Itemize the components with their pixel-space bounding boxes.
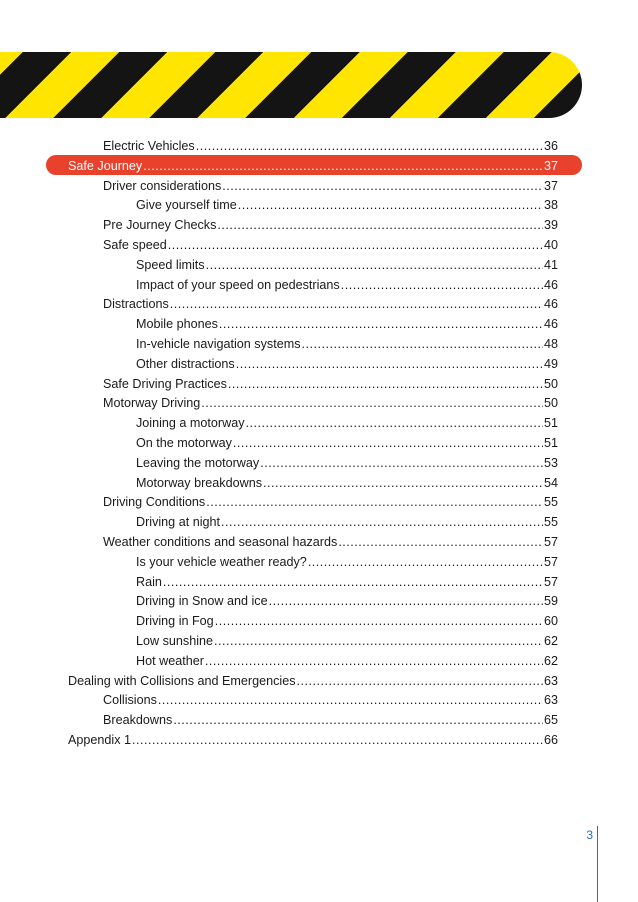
- toc-dot-leader: [132, 730, 543, 750]
- toc-dot-leader: [246, 413, 543, 433]
- toc-entry-label: Pre Journey Checks: [103, 218, 217, 233]
- toc-entry-label: Driver considerations: [103, 178, 222, 193]
- toc-entry-label: Joining a motorway: [136, 416, 245, 431]
- toc-entry-page: 62: [543, 634, 558, 648]
- toc-dot-leader: [217, 215, 543, 235]
- toc-entry-page: 59: [543, 594, 558, 609]
- toc-entry-page: 50: [543, 376, 558, 391]
- toc-entry-page: 37: [543, 178, 558, 193]
- toc-entry-page: 41: [543, 257, 558, 272]
- toc-dot-leader: [205, 651, 543, 671]
- toc-dot-leader: [219, 314, 543, 334]
- page-number-rule: [597, 826, 598, 902]
- toc-entry-label: Safe speed: [103, 238, 167, 252]
- toc-entry[interactable]: [136, 473, 558, 493]
- toc-entry-page: 54: [543, 475, 558, 490]
- toc-entry-page: 40: [543, 238, 558, 252]
- toc-entry-page: 46: [543, 297, 558, 312]
- toc-entry-page: 65: [543, 713, 558, 728]
- toc-entry-page: 46: [543, 277, 558, 292]
- toc-dot-leader: [214, 631, 543, 651]
- toc-entry-page: 57: [543, 554, 558, 569]
- toc-entry-page: 38: [543, 198, 558, 213]
- toc-entry-label: Electric Vehicles: [103, 139, 195, 153]
- toc-entry-page: 57: [543, 535, 558, 549]
- toc-entry[interactable]: [136, 314, 558, 334]
- toc-entry[interactable]: [136, 591, 558, 611]
- toc-entry-page: 55: [543, 495, 558, 510]
- toc-entry[interactable]: [103, 235, 558, 255]
- toc-dot-leader: [206, 255, 543, 275]
- toc-entry[interactable]: [136, 611, 558, 631]
- toc-entry-label: Safe Journey: [68, 158, 143, 173]
- toc-dot-leader: [341, 275, 543, 295]
- toc-entry[interactable]: [103, 690, 558, 710]
- toc-entry-label: Appendix 1: [68, 733, 132, 747]
- toc-entry[interactable]: [103, 176, 558, 196]
- toc-dot-leader: [338, 532, 543, 552]
- toc-entry-label: Mobile phones: [136, 317, 218, 332]
- toc-entry-label: Low sunshine: [136, 634, 214, 648]
- toc-entry-label: Hot weather: [136, 653, 204, 668]
- toc-entry[interactable]: [103, 710, 558, 730]
- toc-entry-label: Give yourself time: [136, 198, 237, 213]
- toc-dot-leader: [269, 591, 543, 611]
- toc-entry-page: 55: [543, 515, 558, 530]
- toc-entry[interactable]: [136, 255, 558, 275]
- toc-dot-leader: [260, 453, 543, 473]
- toc-entry[interactable]: [68, 671, 558, 691]
- toc-entry-page: 66: [543, 733, 558, 747]
- toc-dot-leader: [263, 473, 543, 493]
- toc-dot-leader: [206, 492, 543, 512]
- toc-entry-page: 60: [543, 614, 558, 629]
- toc-entry-label: Weather conditions and seasonal hazards: [103, 535, 338, 549]
- toc-dot-leader: [238, 195, 543, 215]
- toc-entry-page: 62: [543, 653, 558, 668]
- toc-dot-leader: [168, 235, 543, 255]
- toc-dot-leader: [173, 710, 543, 730]
- toc-dot-leader: [163, 572, 543, 592]
- toc-entry-page: 46: [543, 317, 558, 332]
- toc-entry-label: Speed limits: [136, 257, 205, 272]
- toc-entry[interactable]: [136, 195, 558, 215]
- toc-dot-leader: [215, 611, 543, 631]
- toc-entry[interactable]: [136, 433, 558, 453]
- toc-entry-label: Collisions: [103, 693, 157, 708]
- toc-dot-leader: [222, 176, 543, 196]
- toc-entry-label: Safe Driving Practices: [103, 376, 227, 391]
- toc-entry[interactable]: [136, 572, 558, 592]
- toc-entry-page: 57: [543, 574, 558, 589]
- toc-entry-page: 39: [543, 218, 558, 233]
- toc-entry[interactable]: [136, 631, 558, 651]
- toc-entry-label: On the motorway: [136, 436, 232, 450]
- toc-entry-label: Breakdowns: [103, 713, 173, 728]
- toc-entry[interactable]: [136, 334, 558, 354]
- toc-entry[interactable]: [103, 294, 558, 314]
- toc-dot-leader: [158, 690, 543, 710]
- page-number: 3: [586, 828, 593, 842]
- toc-entry-label: Driving Conditions: [103, 495, 206, 510]
- toc-entry[interactable]: [68, 156, 558, 176]
- toc-dot-leader: [221, 512, 543, 532]
- toc-entry-label: Motorway breakdowns: [136, 475, 262, 490]
- toc-entry[interactable]: [103, 532, 558, 552]
- toc-entry-page: 49: [543, 356, 558, 371]
- toc-entry[interactable]: [136, 453, 558, 473]
- toc-entry-label: Rain: [136, 574, 162, 589]
- toc-entry[interactable]: [136, 512, 558, 532]
- toc-entry[interactable]: [136, 413, 558, 433]
- toc-entry-label: Motorway Driving: [103, 396, 201, 411]
- toc-dot-leader: [201, 393, 543, 413]
- toc-entry-label: Dealing with Collisions and Emergencies: [68, 673, 296, 688]
- toc-dot-leader: [236, 354, 543, 374]
- toc-entry[interactable]: [103, 393, 558, 413]
- toc-entry-page: 50: [543, 396, 558, 411]
- toc-entry-label: Impact of your speed on pedestrians: [136, 277, 340, 292]
- toc-dot-leader: [302, 334, 543, 354]
- toc-entry-label: Other distractions: [136, 356, 235, 371]
- toc-entry-page: 37: [543, 158, 558, 173]
- toc-entry-page: 48: [543, 337, 558, 351]
- toc-dot-leader: [143, 156, 543, 176]
- toc-dot-leader: [170, 294, 543, 314]
- toc-entry[interactable]: [136, 275, 558, 295]
- toc-entry-page: 36: [543, 139, 558, 153]
- toc-entry-label: Distractions: [103, 297, 169, 312]
- toc-entry[interactable]: [103, 215, 558, 235]
- toc-entry[interactable]: [136, 354, 558, 374]
- toc-dot-leader: [308, 552, 543, 572]
- toc-entry-label: Leaving the motorway: [136, 455, 260, 470]
- toc-entry[interactable]: [68, 730, 558, 750]
- toc-entry-label: Driving in Snow and ice: [136, 594, 268, 609]
- toc-entry-label: Is your vehicle weather ready?: [136, 554, 307, 569]
- toc-dot-leader: [297, 671, 543, 691]
- toc-dot-leader: [196, 136, 543, 156]
- toc-entry[interactable]: [136, 552, 558, 572]
- toc-entry[interactable]: [136, 651, 558, 671]
- toc-entry[interactable]: [103, 136, 558, 156]
- toc-dot-leader: [228, 374, 543, 394]
- toc-entry-page: 51: [543, 416, 558, 431]
- toc-entry-page: 63: [543, 673, 558, 688]
- toc-entry-label: In-vehicle navigation systems: [136, 337, 301, 351]
- toc-entry-label: Driving in Fog: [136, 614, 214, 629]
- toc-entry-page: 51: [543, 436, 558, 450]
- toc-entry-page: 63: [543, 693, 558, 708]
- toc-entry[interactable]: [103, 492, 558, 512]
- toc-entry-page: 53: [543, 455, 558, 470]
- toc-entry[interactable]: [103, 374, 558, 394]
- toc-entry-label: Driving at night: [136, 515, 220, 530]
- toc-dot-leader: [233, 433, 543, 453]
